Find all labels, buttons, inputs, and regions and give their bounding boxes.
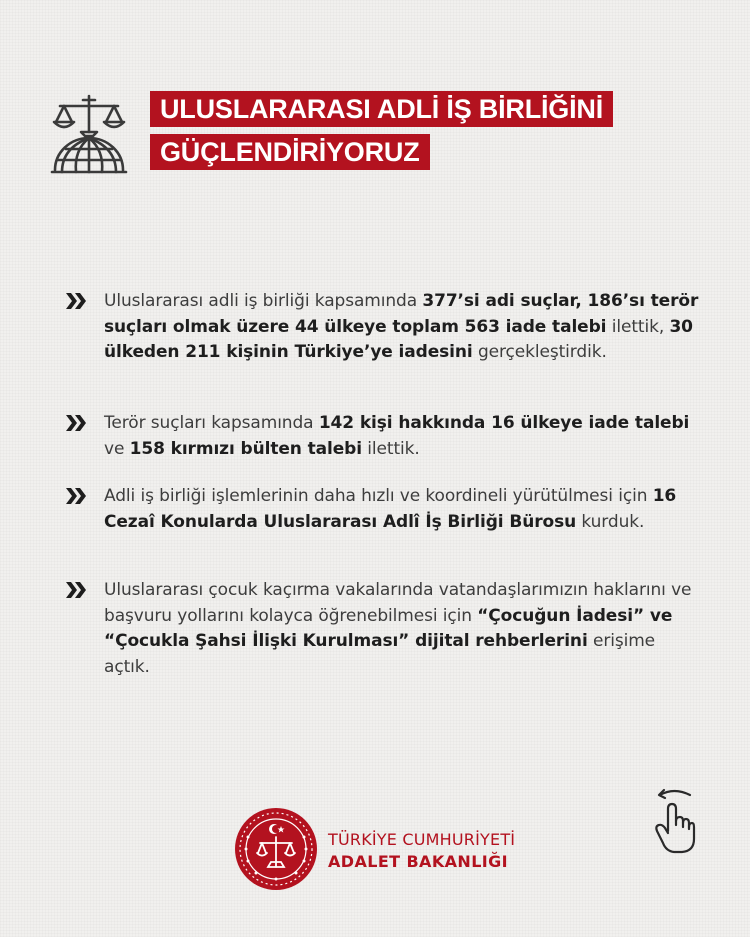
bullet-item-4 — [66, 578, 706, 680]
scales-globe-icon — [50, 92, 128, 178]
double-chevron-right-icon — [66, 293, 88, 309]
bullet-item-2 — [66, 411, 706, 462]
page-title-line-2: GÜÇLENDİRİYORUZ — [150, 134, 430, 170]
bullet-item-1 — [66, 289, 706, 366]
bullet-text: Uluslararası adli iş birliği kapsamında 377’si adi suçlar, 186’sı terör suçları olmak üzere 44 ülkeye toplam 563 iade talebi ilettik, 30 ülkeden 211 kişinin Türkiye’ye iadesini gerçekleştirdik. — [104, 291, 699, 362]
organization-name-line-1: TÜRKİYE CUMHURİYETİ — [328, 830, 516, 849]
swipe-hand-icon[interactable] — [652, 785, 696, 855]
bullet-text: Terör suçları kapsamında 142 kişi hakkında 16 ülkeye iade talebi ve 158 kırmızı bülten talebi ilettik. — [104, 413, 690, 459]
bullet-text: Adli iş birliği işlemlerinin daha hızlı ve koordineli yürütülmesi için 16 Cezaî Konularda Uluslararası Adlî İş Birliği Bürosu kurduk. — [104, 486, 677, 532]
double-chevron-right-icon — [66, 415, 88, 431]
double-chevron-right-icon — [66, 488, 88, 504]
ministry-emblem-icon — [234, 807, 318, 891]
page-title-line-1: ULUSLARARASI ADLİ İŞ BİRLİĞİNİ — [150, 91, 613, 127]
bullet-item-3 — [66, 484, 706, 535]
organization-name-line-2: ADALET BAKANLIĞI — [328, 852, 509, 871]
double-chevron-right-icon — [66, 582, 88, 598]
bullet-text: Uluslararası çocuk kaçırma vakalarında vatandaşlarımızın haklarını ve başvuru yollarını kolayca öğrenebilmesi için “Çocuğun İadesi” ve “Çocukla Şahsi İlişki Kurulması” dijital rehberlerini erişime açtık. — [104, 580, 692, 677]
